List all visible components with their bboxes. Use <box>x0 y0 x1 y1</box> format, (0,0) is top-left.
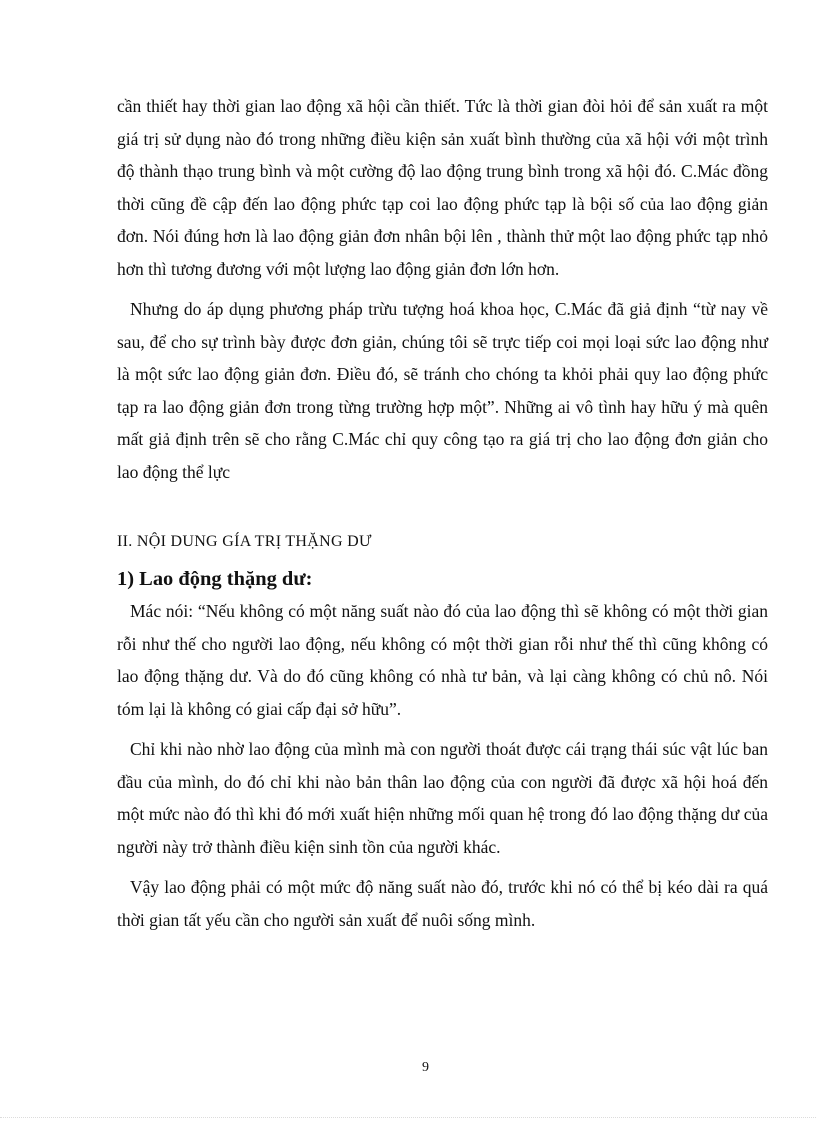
sub-heading: 1) Lao động thặng dư: <box>117 567 313 590</box>
document-body <box>117 90 768 936</box>
paragraph-socialized-labor: Chỉ khi nào nhờ lao động của mình mà con người thoát được cái trạng thái súc vật lúc ban đầu của mình, do đó chỉ khi nào bản thân lao động của con người đã được xã hội hoá đến một mức nào đó thì khi đó mới xuất hiện những mối quan hệ trong đó lao động thặng dư của người này trở thành điều kiện sinh tồn của người khác. <box>117 739 768 857</box>
paragraph-socially-necessary-labor: cần thiết hay thời gian lao động xã hội cần thiết. Tức là thời gian đòi hỏi để sản xuất ra một giá trị sử dụng nào đó trong những điều kiện sản xuất bình thường của xã hội với một trình độ thành thạo trung bình và một cường độ lao động trung bình trong xã hội đó. C.Mác đồng thời cũng đề cập đến lao động phức tạp coi lao động phức tạp là bội số của lao động giản đơn. Nói đúng hơn là lao động giản đơn nhân bội lên , thành thử một lao động phức tạp nhỏ hơn thì tương đương với một lượng lao động giản đơn lớn hơn. <box>117 96 768 279</box>
paragraph-spacer <box>117 285 768 293</box>
section-heading: II. NỘI DUNG GÍA TRỊ THẶNG DƯ <box>117 533 372 550</box>
paragraph-productivity: Vậy lao động phải có một mức độ năng suất nào đó, trước khi nó có thể bị kéo dài ra quá thời gian tất yếu cần cho người sản xuất để nuôi sống mình. <box>117 877 768 930</box>
paragraph-spacer <box>117 725 768 733</box>
paragraph-abstraction-assumption: Nhưng do áp dụng phương pháp trừu tượng hoá khoa học, C.Mác đã giả định “từ nay về sau, để cho sự trình bày được đơn giản, chúng tôi sẽ trực tiếp coi mọi loại sức lao động như là một sức lao động giản đơn. Điều đó, sẽ tránh cho chóng ta khỏi phải quy lao động phức tạp ra lao động giản đơn trong từng trường hợp một”. Những ai vô tình hay hữu ý mà quên mất giả định trên sẽ cho rằng C.Mác chỉ quy công tạo ra giá trị cho lao động đơn giản cho lao động thể lực <box>117 299 768 482</box>
paragraph-spacer <box>117 863 768 871</box>
paragraph-marx-quote: Mác nói: “Nếu không có một năng suất nào đó của lao động thì sẽ không có một thời gian rỗi như thế cho người lao động, nếu không có một thời gian rỗi như thế thì cũng không có lao động thặng dư. Và do đó cũng không có nhà tư bản, và lại càng không có chủ nô. Nói tóm lại là không có giai cấp đại sở hữu”. <box>117 601 768 719</box>
footer-dotted-rule <box>0 1117 816 1118</box>
page-number: 9 <box>422 1060 429 1075</box>
